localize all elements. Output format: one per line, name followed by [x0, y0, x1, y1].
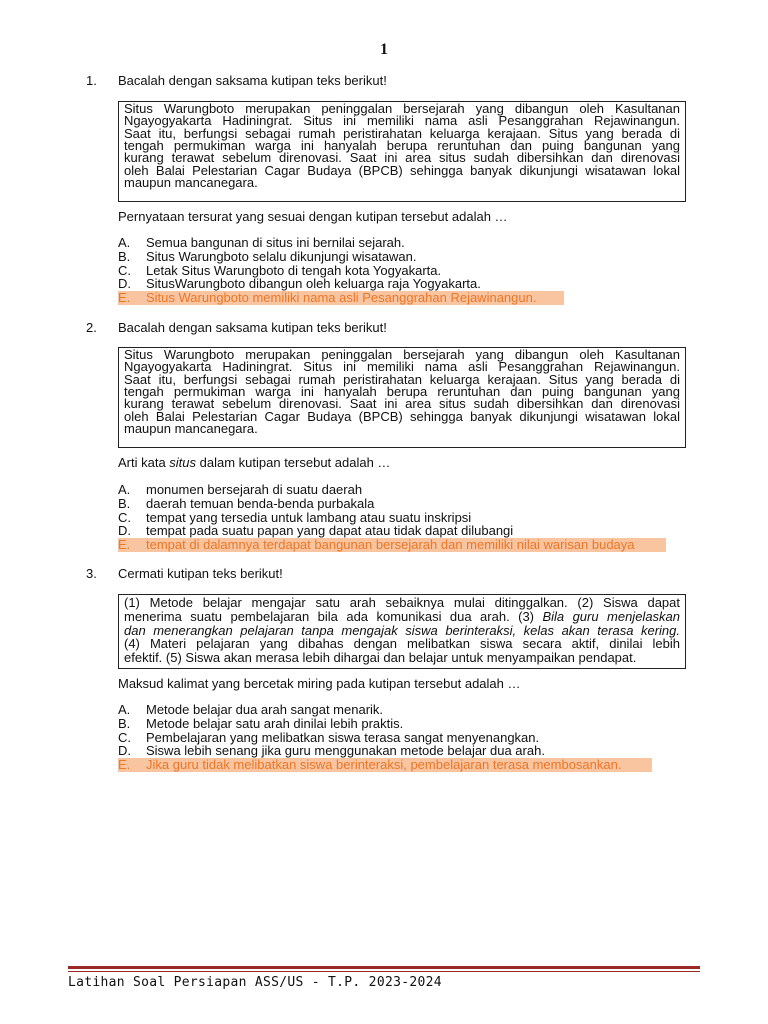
- option-a[interactable]: [118, 483, 666, 497]
- footer-text: Latihan Soal Persiapan ASS/US - T.P. 2023-2024: [68, 975, 442, 990]
- option-d[interactable]: [118, 524, 666, 538]
- option-letter: E.: [118, 537, 131, 553]
- option-letter: B.: [118, 495, 131, 511]
- passage-line: Situs Warungboto merupakan peninggalan bersejarah yang dibangun oleh Kasultanan: [124, 101, 680, 116]
- passage-text: menerima suatu pembelajaran bila ada komunikasi dua arah. (3): [124, 608, 543, 624]
- option-letter: B.: [118, 715, 131, 731]
- footer-rule: [68, 966, 700, 969]
- option-e-highlighted[interactable]: [118, 538, 666, 552]
- option-letter: D.: [118, 523, 131, 539]
- option-a[interactable]: [118, 236, 564, 250]
- passage-line: maupun mancanegara.: [124, 175, 258, 191]
- passage-line: Saat itu, berfungsi sebagai rumah peristirahatan keluarga kerajaan. Situs yang berada di: [124, 371, 680, 387]
- stem-italic-word: situs: [169, 455, 197, 470]
- question-instruction: Bacalah dengan saksama kutipan teks berikut!: [118, 320, 387, 335]
- question-instruction: Cermati kutipan teks berikut!: [118, 566, 283, 581]
- option-text: tempat pada suatu papan yang dapat atau tidak dapat dilubangi: [146, 523, 514, 539]
- passage-italic-line: dan menerangkan pelajaran tanpa mengajak siswa berinteraksi, kelas akan terasa kering.: [124, 622, 680, 638]
- option-list: [118, 703, 652, 772]
- question-stem: Pernyataan tersurat yang sesuai dengan kutipan tersebut adalah …: [118, 209, 508, 224]
- option-letter: C.: [118, 729, 131, 745]
- stem-text: Arti kata: [118, 455, 170, 470]
- option-letter: D.: [118, 276, 131, 292]
- option-letter: E.: [118, 290, 131, 306]
- passage-line: oleh Balai Pelestarian Cagar Budaya (BPCB) sehingga banyak dikunjungi wisatawan lokal: [124, 162, 680, 178]
- passage-line: kurang terawat sebelum direnovasi. Saat ini area situs sudah dibersihkan dan direnovasi: [124, 150, 680, 166]
- option-d[interactable]: [118, 277, 564, 291]
- question-number: 3.: [86, 566, 97, 581]
- footer-rule-thin: [68, 971, 700, 972]
- passage-line: maupun mancanegara.: [124, 421, 258, 437]
- option-b[interactable]: [118, 250, 564, 264]
- question-number: 2.: [86, 320, 97, 335]
- option-b[interactable]: [118, 717, 652, 731]
- question-number: 1.: [86, 73, 97, 88]
- passage-line: Ngayogyakarta Hadiningrat. Situs ini memiliki nama asli Pesanggrahan Rejawinangun.: [124, 359, 680, 375]
- passage-line: (1) Metode belajar mengajar satu arah sebaiknya mulai ditinggalkan. (2) Siswa dapat: [124, 595, 680, 610]
- option-b[interactable]: [118, 497, 666, 511]
- question-stem: Maksud kalimat yang bercetak miring pada kutipan tersebut adalah …: [118, 676, 521, 691]
- question-instruction: Bacalah dengan saksama kutipan teks berikut!: [118, 73, 387, 88]
- passage-line: [124, 610, 680, 624]
- option-text: tempat yang tersedia untuk lambang atau suatu inskripsi: [146, 509, 472, 525]
- option-e-highlighted[interactable]: [118, 291, 564, 305]
- option-text: Situs Warungboto selalu dikunjungi wisatawan.: [146, 248, 417, 264]
- stem-text: dalam kutipan tersebut adalah …: [196, 455, 391, 470]
- passage-line: Situs Warungboto merupakan peninggalan bersejarah yang dibangun oleh Kasultanan: [124, 347, 680, 362]
- option-text: monumen bersejarah di suatu daerah: [146, 482, 363, 497]
- option-c[interactable]: [118, 731, 652, 745]
- passage-line: oleh Balai Pelestarian Cagar Budaya (BPCB) sehingga banyak dikunjungi wisatawan lokal: [124, 408, 680, 424]
- option-d[interactable]: [118, 744, 652, 758]
- passage-line: tengah permukiman warga ini hanyalah berupa reruntuhan dan puing bangunan yang: [124, 138, 680, 154]
- question-stem: [118, 455, 390, 471]
- passage-line: (4) Materi pelajaran yang dibahas dengan melibatkan siswa secara aktif, dinilai lebih: [124, 636, 680, 652]
- option-a[interactable]: [118, 703, 652, 717]
- option-text: Situs Warungboto memiliki nama asli Pesanggrahan Rejawinangun.: [146, 290, 537, 306]
- option-c[interactable]: [118, 511, 666, 525]
- option-e-highlighted[interactable]: [118, 758, 652, 772]
- option-text: Letak Situs Warungboto di tengah kota Yogyakarta.: [146, 262, 442, 278]
- option-text: Metode belajar dua arah sangat menarik.: [146, 702, 384, 717]
- option-text: Jika guru tidak melibatkan siswa berinteraksi, pembelajaran terasa membosankan.: [146, 757, 622, 773]
- option-letter: E.: [118, 757, 131, 773]
- passage-line: tengah permukiman warga ini hanyalah berupa reruntuhan dan puing bangunan yang: [124, 384, 680, 400]
- option-list: [118, 483, 666, 552]
- option-text: Semua bangunan di situs ini bernilai sejarah.: [146, 235, 405, 250]
- option-letter: A.: [118, 702, 131, 717]
- option-letter: B.: [118, 248, 131, 264]
- option-letter: A.: [118, 235, 131, 250]
- passage-box: [118, 347, 686, 448]
- passage-line: Ngayogyakarta Hadiningrat. Situs ini memiliki nama asli Pesanggrahan Rejawinangun.: [124, 113, 680, 129]
- option-letter: C.: [118, 509, 131, 525]
- option-text: Metode belajar satu arah dinilai lebih praktis.: [146, 715, 404, 731]
- passage-box: [118, 101, 686, 202]
- option-c[interactable]: [118, 264, 564, 278]
- option-text: Siswa lebih senang jika guru menggunakan metode belajar dua arah.: [146, 743, 545, 759]
- option-list: [118, 236, 564, 305]
- option-letter: A.: [118, 482, 131, 497]
- option-text: tempat di dalamnya terdapat bangunan bersejarah dan memiliki nilai warisan budaya: [146, 537, 635, 553]
- passage-line: Saat itu, berfungsi sebagai rumah peristirahatan keluarga kerajaan. Situs yang berada di: [124, 125, 680, 141]
- passage-italic-text: Bila guru menjelaskan: [542, 608, 681, 624]
- option-text: Pembelajaran yang melibatkan siswa terasa sangat menyenangkan.: [146, 729, 540, 745]
- option-text: daerah temuan benda-benda purbakala: [146, 495, 375, 511]
- passage-line: kurang terawat sebelum direnovasi. Saat ini area situs sudah dibersihkan dan direnovasi: [124, 396, 680, 412]
- option-text: SitusWarungboto dibangun oleh keluarga raja Yogyakarta.: [146, 276, 481, 292]
- page-number: 1: [380, 41, 388, 58]
- passage-box: [118, 594, 686, 669]
- passage-line: efektif. (5) Siswa akan merasa lebih dihargai dan belajar untuk menyampaikan pendapat.: [124, 650, 637, 666]
- option-letter: D.: [118, 743, 131, 759]
- option-letter: C.: [118, 262, 131, 278]
